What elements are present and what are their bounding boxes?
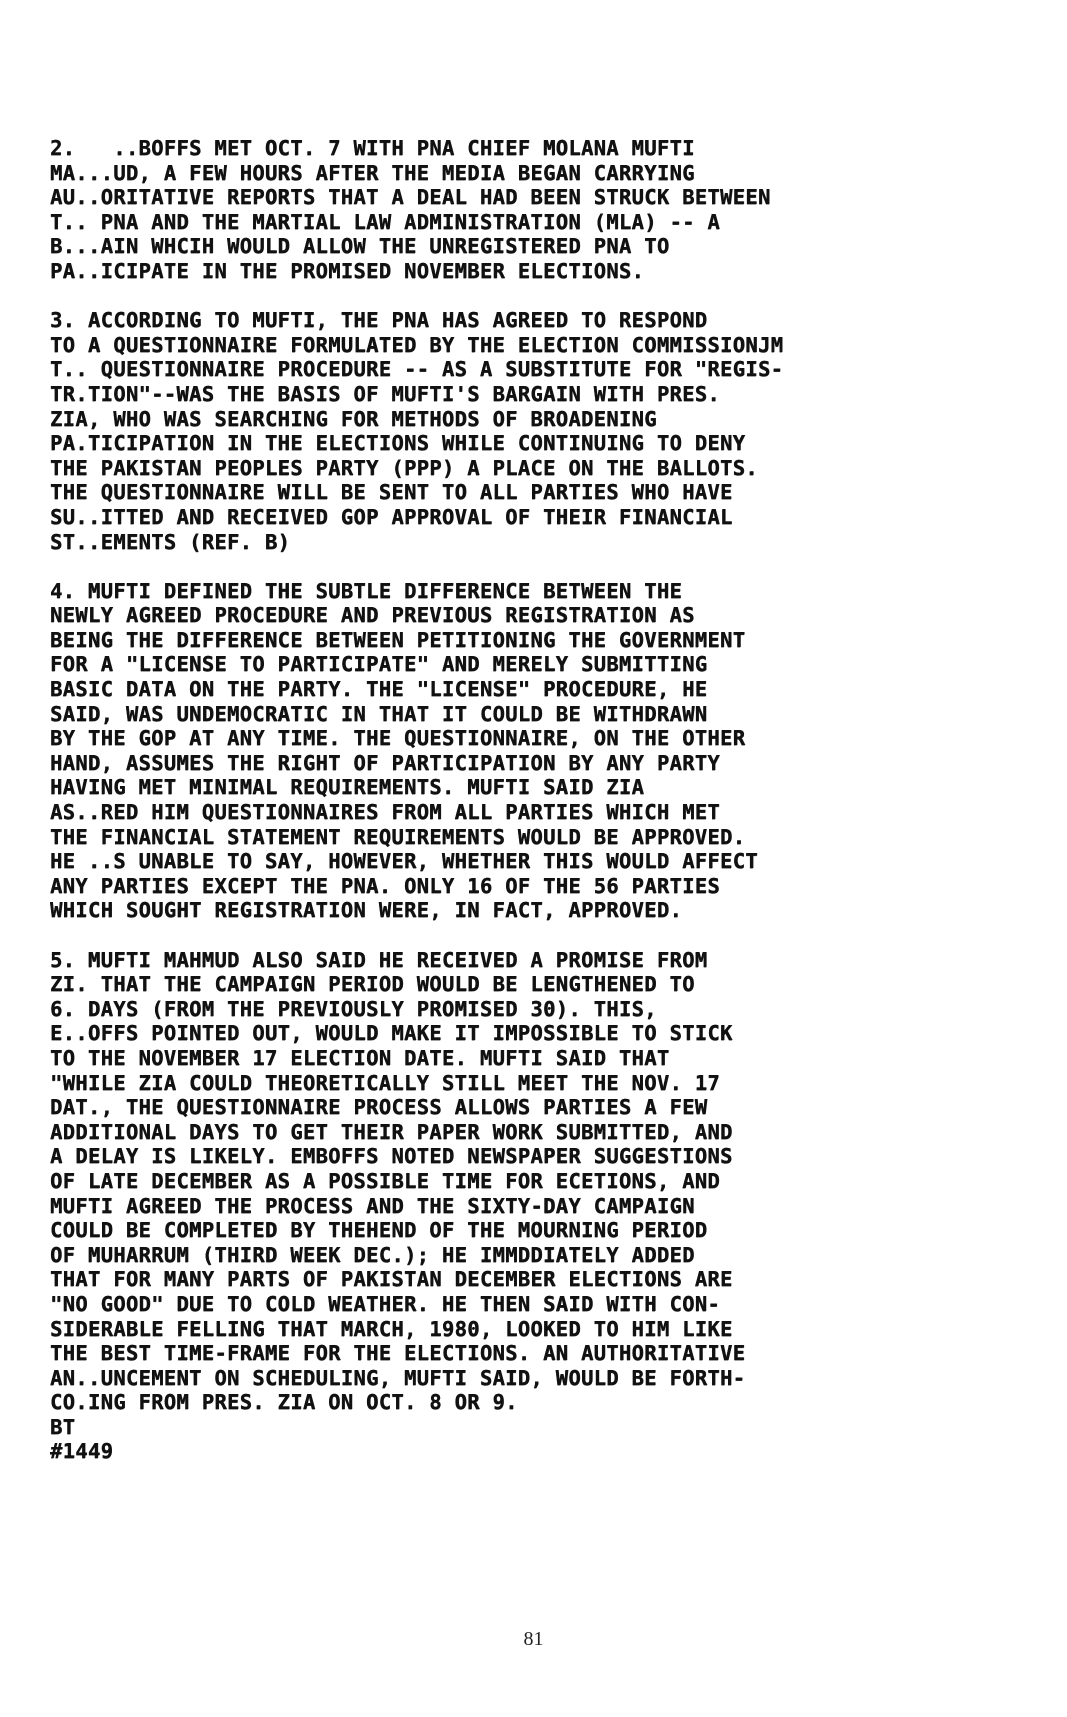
text-line: HE ..S UNABLE TO SAY, HOWEVER, WHETHER THIS WOULD AFFECT <box>50 849 758 874</box>
text-line: SAID, WAS UNDEMOCRATIC IN THAT IT COULD BE WITHDRAWN <box>50 701 708 726</box>
text-line: OF MUHARRUM (THIRD WEEK DEC.); HE IMMDDIATELY ADDED <box>50 1242 695 1267</box>
text-line: PA..ICIPATE IN THE PROMISED NOVEMBER ELECTIONS. <box>50 258 645 283</box>
paragraph-4 <box>50 579 930 923</box>
text-line: T.. PNA AND THE MARTIAL LAW ADMINISTRATION (MLA) -- A <box>50 209 721 234</box>
page-number: 81 <box>523 1628 544 1650</box>
text-line: "NO GOOD" DUE TO COLD WEATHER. HE THEN SAID WITH CON- <box>50 1291 721 1316</box>
text-line: ZI. THAT THE CAMPAIGN PERIOD WOULD BE LENGTHENED TO <box>50 972 695 997</box>
text-line: A DELAY IS LIKELY. EMBOFFS NOTED NEWSPAPER SUGGESTIONS <box>50 1144 733 1169</box>
text-line: PA.TICIPATION IN THE ELECTIONS WHILE CONTINUING TO DENY <box>50 431 746 456</box>
text-line: THE BEST TIME-FRAME FOR THE ELECTIONS. AN AUTHORITATIVE <box>50 1341 746 1366</box>
text-line: "WHILE ZIA COULD THEORETICALLY STILL MEET THE NOV. 17 <box>50 1070 721 1095</box>
text-line: NEWLY AGREED PROCEDURE AND PREVIOUS REGISTRATION AS <box>50 603 695 628</box>
text-line: THE PAKISTAN PEOPLES PARTY (PPP) A PLACE ON THE BALLOTS. <box>50 455 758 480</box>
text-line: E..OFFS POINTED OUT, WOULD MAKE IT IMPOSSIBLE TO STICK <box>50 1021 733 1046</box>
text-line: 4. MUFTI DEFINED THE SUBTLE DIFFERENCE BETWEEN THE <box>50 578 683 603</box>
cable-text-body <box>50 136 930 1464</box>
text-line: B...AIN WHCIH WOULD ALLOW THE UNREGISTERED PNA TO <box>50 234 670 259</box>
text-line: AN..UNCEMENT ON SCHEDULING, MUFTI SAID, WOULD BE FORTH- <box>50 1365 746 1390</box>
text-line: ANY PARTIES EXCEPT THE PNA. ONLY 16 OF THE 56 PARTIES <box>50 873 721 898</box>
paragraph-5 <box>50 948 930 1415</box>
text-line: T.. QUESTIONNAIRE PROCEDURE -- AS A SUBSTITUTE FOR "REGIS- <box>50 357 784 382</box>
text-line: 2. ..BOFFS MET OCT. 7 WITH PNA CHIEF MOLANA MUFTI <box>50 136 695 160</box>
text-line: BY THE GOP AT ANY TIME. THE QUESTIONNAIRE, ON THE OTHER <box>50 726 746 751</box>
paragraph-2 <box>50 136 930 284</box>
text-line: TO THE NOVEMBER 17 ELECTION DATE. MUFTI SAID THAT <box>50 1045 670 1070</box>
text-line: BEING THE DIFFERENCE BETWEEN PETITIONING THE GOVERNMENT <box>50 627 746 652</box>
text-line: AU..ORITATIVE REPORTS THAT A DEAL HAD BEEN STRUCK BETWEEN <box>50 185 771 210</box>
text-line: THAT FOR MANY PARTS OF PAKISTAN DECEMBER ELECTIONS ARE <box>50 1267 733 1292</box>
text-line: THE QUESTIONNAIRE WILL BE SENT TO ALL PARTIES WHO HAVE <box>50 480 733 505</box>
text-line: ST..EMENTS (REF. B) <box>50 529 291 554</box>
text-line: FOR A "LICENSE TO PARTICIPATE" AND MERELY SUBMITTING <box>50 652 708 677</box>
paragraph-3 <box>50 308 930 554</box>
text-line: 5. MUFTI MAHMUD ALSO SAID HE RECEIVED A PROMISE FROM <box>50 947 708 972</box>
text-line: ZIA, WHO WAS SEARCHING FOR METHODS OF BROADENING <box>50 406 657 431</box>
text-line: TR.TION"--WAS THE BASIS OF MUFTI'S BARGAIN WITH PRES. <box>50 381 721 406</box>
text-line: ADDITIONAL DAYS TO GET THEIR PAPER WORK SUBMITTED, AND <box>50 1119 733 1144</box>
text-line: SIDERABLE FELLING THAT MARCH, 1980, LOOKED TO HIM LIKE <box>50 1316 733 1341</box>
text-line: DAT., THE QUESTIONNAIRE PROCESS ALLOWS PARTIES A FEW <box>50 1095 708 1120</box>
text-line: MUFTI AGREED THE PROCESS AND THE SIXTY-DAY CAMPAIGN <box>50 1193 695 1218</box>
text-line: CO.ING FROM PRES. ZIA ON OCT. 8 OR 9. <box>50 1390 518 1415</box>
text-line: SU..ITTED AND RECEIVED GOP APPROVAL OF THEIR FINANCIAL <box>50 504 733 529</box>
text-line: OF LATE DECEMBER AS A POSSIBLE TIME FOR ECETIONS, AND <box>50 1168 721 1193</box>
text-line: 3. ACCORDING TO MUFTI, THE PNA HAS AGREED TO RESPOND <box>50 308 708 333</box>
message-number: #1449 <box>50 1439 114 1464</box>
cable-footer <box>50 1415 930 1464</box>
text-line: HAND, ASSUMES THE RIGHT OF PARTICIPATION BY ANY PARTY <box>50 750 721 775</box>
text-line: COULD BE COMPLETED BY THEHEND OF THE MOURNING PERIOD <box>50 1218 708 1243</box>
text-line: TO A QUESTIONNAIRE FORMULATED BY THE ELECTION COMMISSIONJM <box>50 332 784 357</box>
text-line: AS..RED HIM QUESTIONNAIRES FROM ALL PARTIES WHICH MET <box>50 800 721 825</box>
text-line: WHICH SOUGHT REGISTRATION WERE, IN FACT, APPROVED. <box>50 898 683 923</box>
end-marker-bt: BT <box>50 1414 76 1439</box>
text-line: BASIC DATA ON THE PARTY. THE "LICENSE" PROCEDURE, HE <box>50 677 708 702</box>
text-line: THE FINANCIAL STATEMENT REQUIREMENTS WOULD BE APPROVED. <box>50 824 746 849</box>
text-line: MA...UD, A FEW HOURS AFTER THE MEDIA BEGAN CARRYING <box>50 160 695 185</box>
text-line: 6. DAYS (FROM THE PREVIOUSLY PROMISED 30). THIS, <box>50 996 657 1021</box>
text-line: HAVING MET MINIMAL REQUIREMENTS. MUFTI SAID ZIA <box>50 775 645 800</box>
